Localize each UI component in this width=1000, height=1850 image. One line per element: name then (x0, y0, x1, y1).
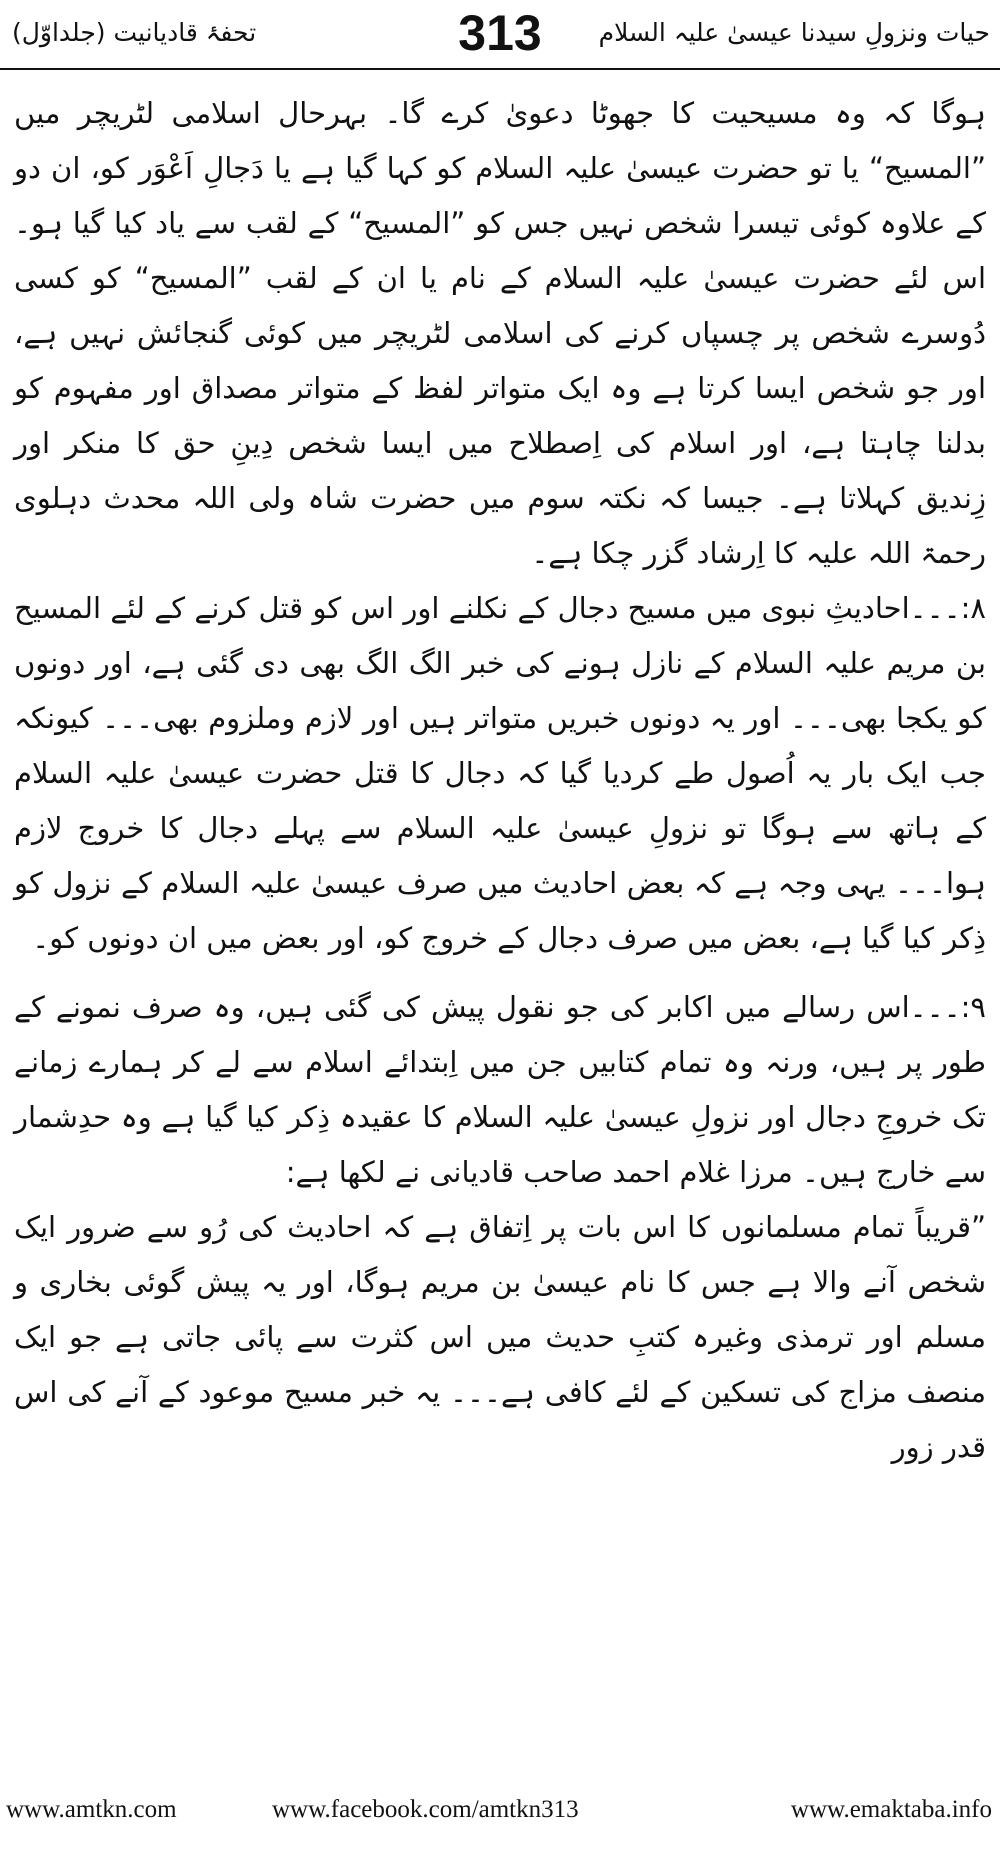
footer-link-emaktaba[interactable]: www.emaktaba.info (790, 1796, 992, 1823)
page-body (14, 86, 986, 1475)
chapter-title: حیات ونزولِ سیدنا عیسیٰ علیہ السلام (598, 18, 990, 47)
page-footer (0, 1796, 1000, 1836)
paragraph-point-8: ۸:۔۔۔احادیثِ نبوی میں مسیح دجال کے نکلنے اور اس کو قتل کرنے کے لئے المسیح بن مریم علیہ السلام کے نازل ہونے کی خبر الگ الگ بھی دی گئی ہے، اور دونوں کو یکجا بھی۔۔۔ اور یہ دونوں خبریں متواتر ہیں اور لازم وملزوم بھی۔۔۔ کیونکہ جب ایک بار یہ اُصول طے کردیا گیا کہ دجال کا قتل حضرت عیسیٰ علیہ السلام کے ہاتھ سے ہوگا تو نزولِ عیسیٰ علیہ السلام سے پہلے دجال کا خروج لازم ہوا۔۔۔ یہی وجہ ہے کہ بعض احادیث میں صرف عیسیٰ علیہ السلام کے نزول کو ذِکر کیا گیا ہے، بعض میں صرف دجال کے خروج کو، اور بعض میں ان دونوں کو۔ (14, 591, 986, 955)
page-header (0, 0, 1000, 70)
footer-link-facebook[interactable]: www.facebook.com/amtkn313 (272, 1796, 579, 1823)
footer-link-amtkn[interactable]: www.amtkn.com (6, 1796, 177, 1823)
volume-title: تحفۂ قادیانیت (جلداوّل) (12, 18, 257, 47)
paragraph-1: ہوگا کہ وہ مسیحیت کا جھوٹا دعویٰ کرے گا۔ بہرحال اسلامی لٹریچر میں ”المسیح“ یا تو حضرت عیسیٰ علیہ السلام کو کہا گیا ہے یا دَجالِ اَعْوَر کو، ان دو کے علاوہ کوئی تیسرا شخص نہیں جس کو ”المسیح“ کے لقب سے یاد کیا گیا ہو۔ اس لئے حضرت عیسیٰ علیہ السلام کے نام یا ان کے لقب ”المسیح“ کو کسی دُوسرے شخص پر چسپاں کرنے کی اسلامی لٹریچر میں کوئی گنجائش نہیں ہے، اور جو شخص ایسا کرتا ہے وہ ایک متواتر لفظ کے متواتر مصداق اور مفہوم کو بدلنا چاہتا ہے، اور اسلام کی اِصطلاح میں ایسا شخص دِینِ حق کا منکر اور زِندیق کہلاتا ہے۔ جیسا کہ نکتہ سوم میں حضرت شاہ ولی اللہ محدث دہلوی رحمۃ اللہ علیہ کا اِرشاد گزر چکا ہے۔ (14, 96, 986, 570)
paragraph-point-9: ۹:۔۔۔اس رسالے میں اکابر کی جو نقول پیش کی گئی ہیں، وہ صرف نمونے کے طور پر ہیں، ورنہ وہ تمام کتابیں جن میں اِبتدائے اسلام سے لے کر ہمارے زمانے تک خروجِ دجال اور نزولِ عیسیٰ علیہ السلام کا عقیدہ ذِکر کیا گیا ہے وہ حدِشمار سے خارج ہیں۔ مرزا غلام احمد صاحب قادیانی نے لکھا ہے: (14, 990, 986, 1189)
page-number: 313 (458, 5, 542, 61)
block-quote: ”قریباً تمام مسلمانوں کا اس بات پر اِتفاق ہے کہ احادیث کی رُو سے ضرور ایک شخص آنے والا ہے جس کا نام عیسیٰ بن مریم ہوگا، اور یہ پیش گوئی بخاری و مسلم اور ترمذی وغیرہ کتبِ حدیث میں اس کثرت سے پائی جاتی ہے جو ایک منصف مزاج کی تسکین کے لئے کافی ہے۔۔۔ یہ خبر مسیح موعود کے آنے کی اس قدر زور (14, 1210, 986, 1464)
